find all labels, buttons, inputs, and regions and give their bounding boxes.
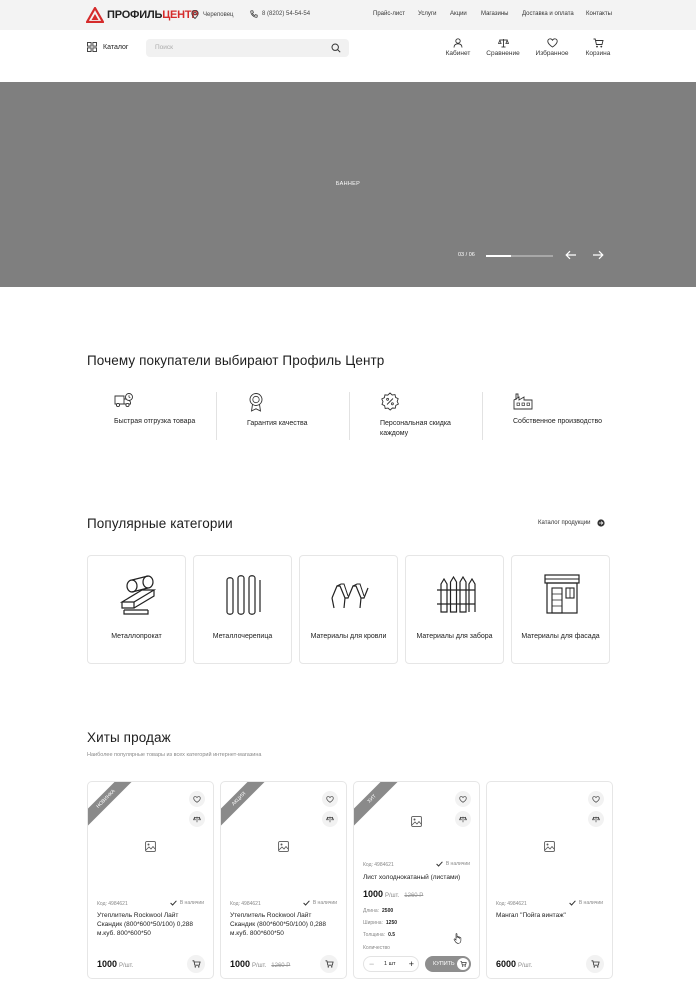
heart-icon — [193, 796, 201, 803]
compare-label: Сравнение — [486, 50, 520, 57]
medal-icon — [247, 392, 265, 412]
old-price: 1260 Р — [404, 893, 424, 899]
stock-label: В наличии — [312, 900, 337, 906]
product-card[interactable] — [87, 781, 214, 979]
stock-status — [569, 900, 603, 906]
product-price — [230, 959, 290, 969]
stock-label: В наличии — [445, 861, 470, 867]
advantage-divider — [349, 392, 350, 440]
image-placeholder-icon — [544, 841, 555, 852]
spec-width: Ширина: 1250 — [363, 920, 398, 926]
advantage-text: Быстрая отгрузка товара — [114, 418, 196, 425]
search-icon[interactable] — [331, 43, 341, 53]
quantity-value[interactable]: 1 шт — [384, 961, 396, 967]
grid-icon — [87, 42, 97, 52]
favorite-button[interactable] — [455, 791, 471, 807]
logo-text-part2: ЦЕНТР — [162, 9, 199, 21]
nav-promotions[interactable]: Акции — [450, 11, 467, 17]
banner-label: БАННЕР — [335, 181, 361, 187]
quantity-increase-button[interactable]: + — [408, 959, 414, 969]
city-selector[interactable] — [191, 10, 234, 19]
price-value: 6000 — [496, 959, 517, 969]
buy-label: КУПИТЬ — [433, 961, 455, 967]
compare-button[interactable] — [483, 38, 523, 57]
scales-icon — [592, 816, 600, 823]
advantage-divider — [482, 392, 483, 440]
account-button[interactable] — [438, 38, 478, 57]
compare-button[interactable] — [588, 811, 604, 827]
price-unit: Р/шт. — [385, 893, 400, 899]
stock-label: В наличии — [578, 900, 603, 906]
phone-icon — [250, 10, 258, 18]
image-placeholder-icon — [278, 841, 289, 852]
advantage-quality — [247, 392, 337, 429]
hits-subtitle: Наиболее популярные товары из всех категорий интернет-магазина — [87, 752, 262, 758]
favorite-button[interactable] — [588, 791, 604, 807]
check-icon — [569, 900, 576, 906]
banner-progress-fill — [486, 255, 511, 257]
quantity-stepper[interactable] — [363, 956, 419, 972]
category-label: Материалы для кровли — [310, 633, 387, 640]
category-label: Материалы для фасада — [521, 633, 600, 640]
heart-icon — [459, 796, 467, 803]
buy-cart-badge — [457, 958, 469, 970]
hits-title: Хиты продаж — [87, 730, 171, 745]
facade-icon — [542, 572, 582, 616]
cart-label: Корзина — [585, 50, 611, 57]
advantage-production — [513, 392, 603, 427]
search-placeholder: Поиск — [155, 44, 174, 51]
advantage-text: Собственное производство — [513, 418, 602, 425]
category-label: Металлопрокат — [111, 633, 162, 640]
product-name[interactable]: Утеплитель Rockwool Лайт Скандик (800*600*50/100) 0,288 м.куб. 800*600*50 — [97, 912, 193, 937]
hero-banner[interactable] — [0, 82, 696, 287]
logo-triangle-icon — [86, 7, 104, 23]
price-unit: Р/шт. — [518, 963, 533, 969]
arrow-left-icon[interactable] — [565, 250, 577, 260]
price-value: 1000 — [363, 889, 384, 899]
image-placeholder-icon — [145, 841, 156, 852]
top-bar — [0, 0, 696, 30]
product-badge: АКЦИЯ — [220, 781, 273, 833]
scales-icon — [193, 816, 201, 823]
add-to-cart-button[interactable] — [320, 955, 338, 973]
product-code: Код: 4984621 — [363, 862, 394, 868]
factory-icon — [513, 392, 533, 410]
product-card[interactable] — [353, 781, 480, 979]
roofing-sheet-icon — [330, 572, 370, 616]
advantage-text: Гарантия качества — [247, 420, 308, 427]
cart-icon — [593, 38, 604, 48]
hand-cursor-icon — [453, 933, 462, 944]
heart-icon — [547, 38, 558, 48]
product-name[interactable]: Утеплитель Rockwool Лайт Скандик (800*600*50/100) 0,288 м.куб. 800*600*50 — [230, 912, 326, 937]
fence-icon — [436, 572, 476, 616]
stock-status — [303, 900, 337, 906]
buy-button[interactable] — [425, 956, 471, 972]
price-value: 1000 — [230, 959, 251, 969]
favorite-button[interactable] — [322, 791, 338, 807]
product-code: Код: 4984621 — [230, 901, 261, 907]
catalog-button[interactable] — [87, 42, 128, 52]
banner-progress-track — [486, 255, 553, 257]
favorites-button[interactable] — [532, 38, 572, 57]
product-name[interactable]: Мангал "Пойга винтаж" — [496, 912, 566, 919]
nav-contacts[interactable]: Контакты — [586, 11, 612, 17]
scales-icon — [326, 816, 334, 823]
compare-button[interactable] — [455, 811, 471, 827]
product-code: Код: 4984621 — [97, 901, 128, 907]
category-card-roofing[interactable] — [299, 555, 398, 664]
compare-button[interactable] — [322, 811, 338, 827]
category-label: Металлочерепица — [212, 633, 273, 640]
banner-slide-counter: 03 / 06 — [458, 252, 475, 258]
heart-icon — [592, 796, 600, 803]
stock-status — [170, 900, 204, 906]
advantage-fast-shipping — [114, 392, 204, 427]
stock-label: В наличии — [179, 900, 204, 906]
cart-icon — [460, 961, 467, 967]
spec-thickness: Толщина: 0.5 — [363, 932, 396, 938]
metal-profiles-icon — [118, 572, 158, 616]
search-input[interactable] — [146, 39, 349, 57]
nav-services[interactable]: Услуги — [418, 11, 437, 17]
product-card[interactable] — [486, 781, 613, 979]
quantity-decrease-button[interactable]: − — [369, 959, 375, 969]
scales-icon — [498, 38, 509, 48]
categories-title: Популярные категории — [87, 516, 233, 531]
product-name[interactable]: Лист холоднокатаный (листами) — [363, 874, 461, 881]
product-price — [97, 959, 133, 969]
old-price: 1260 Р — [271, 963, 291, 969]
city-name: Череповец — [203, 11, 234, 18]
product-card[interactable] — [220, 781, 347, 979]
arrow-right-icon[interactable] — [592, 250, 604, 260]
circle-arrow-right-icon — [597, 519, 605, 527]
scales-icon — [459, 816, 467, 823]
product-price — [363, 889, 423, 899]
category-label: Материалы для забора — [416, 633, 493, 640]
category-card-fence[interactable] — [405, 555, 504, 664]
account-label: Кабинет — [445, 50, 471, 57]
advantage-text: Персональная скидка каждому — [380, 420, 451, 437]
heart-icon — [326, 796, 334, 803]
header — [0, 30, 696, 66]
catalog-label: Каталог — [103, 43, 129, 51]
category-card-facade[interactable] — [511, 555, 610, 664]
logo-text-part1: ПРОФИЛЬ — [107, 9, 163, 21]
discount-badge-icon — [380, 392, 400, 412]
catalog-link-label: Каталог продукции — [538, 520, 591, 526]
category-card-metal-tile[interactable] — [193, 555, 292, 664]
product-code: Код: 4984621 — [496, 901, 527, 907]
phone-number: 8 (8202) 54-54-54 — [262, 11, 311, 17]
nav-price-list[interactable]: Прайс-лист — [373, 11, 405, 17]
spec-length: Длина: 2500 — [363, 908, 394, 914]
nav-delivery[interactable]: Доставка и оплата — [522, 11, 574, 17]
compare-button[interactable] — [189, 811, 205, 827]
cart-button[interactable] — [578, 38, 618, 57]
price-unit: Р/шт. — [119, 963, 134, 969]
category-card-metal-rolling[interactable] — [87, 555, 186, 664]
product-badge: НОВИНКА — [87, 781, 140, 833]
price-unit: Р/шт. — [252, 963, 267, 969]
cart-icon — [325, 960, 334, 968]
add-to-cart-button[interactable] — [187, 955, 205, 973]
location-pin-icon — [191, 10, 199, 19]
logo[interactable] — [86, 5, 199, 25]
product-badge: ХИТ — [353, 781, 406, 833]
truck-clock-icon — [114, 392, 134, 410]
quantity-label: Количество — [363, 945, 390, 951]
price-value: 1000 — [97, 959, 118, 969]
advantage-divider — [216, 392, 217, 440]
catalog-link[interactable] — [538, 519, 605, 527]
advantage-discount — [380, 392, 470, 439]
stock-status — [436, 861, 470, 867]
advantages-title: Почему покупатели выбирают Профиль Центр — [87, 353, 385, 368]
cart-icon — [591, 960, 600, 968]
add-to-cart-button[interactable] — [586, 955, 604, 973]
phone-link[interactable] — [250, 10, 310, 18]
image-placeholder-icon — [411, 816, 422, 827]
user-icon — [453, 38, 463, 48]
product-price — [496, 959, 532, 969]
check-icon — [170, 900, 177, 906]
nav-stores[interactable]: Магазины — [481, 11, 509, 17]
favorites-label: Избранное — [535, 50, 569, 57]
favorite-button[interactable] — [189, 791, 205, 807]
check-icon — [436, 861, 443, 867]
cart-icon — [192, 960, 201, 968]
check-icon — [303, 900, 310, 906]
metal-tile-icon — [224, 572, 264, 616]
